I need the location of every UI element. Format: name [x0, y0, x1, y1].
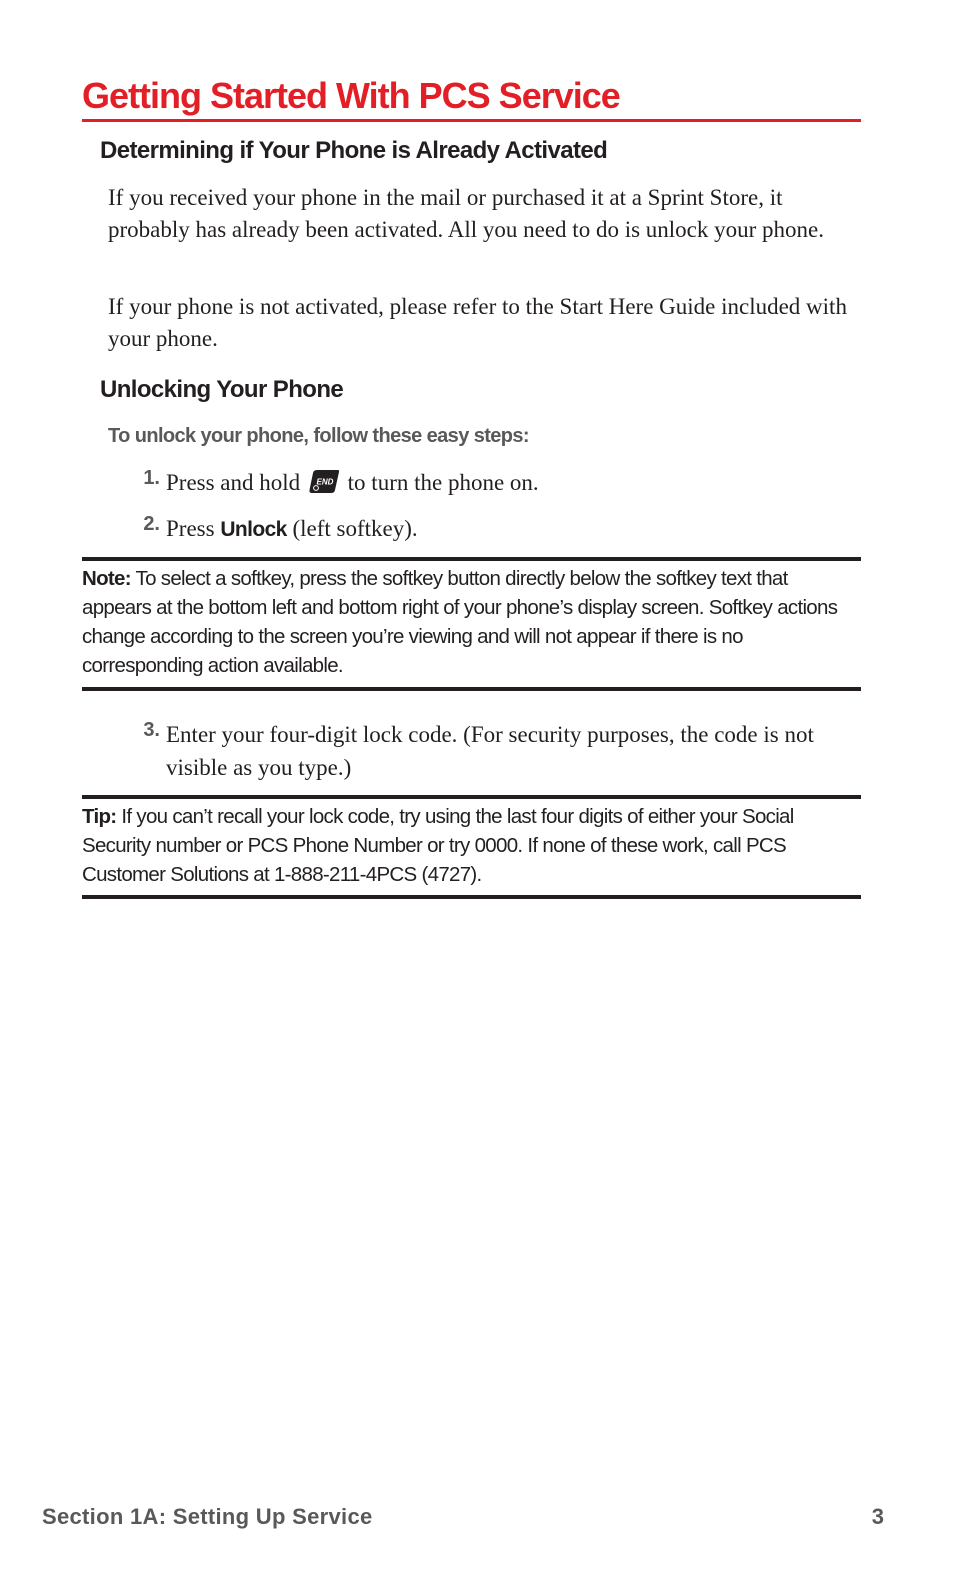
- end-key-icon: [308, 469, 340, 495]
- page-title: Getting Started With PCS Service: [82, 75, 620, 116]
- unlock-softkey-label: Unlock: [220, 518, 287, 541]
- tip-top-rule: [82, 795, 861, 799]
- step-text: [166, 466, 846, 499]
- note-bottom-rule: [82, 687, 861, 691]
- note-text: To select a softkey, press the softkey button directly below the softkey text that appears at the bottom left and bottom right of your phone’s display screen. Softkey actions change according to the screen you’re viewing and will not appear if there is no corresponding action available.: [82, 567, 838, 677]
- note-top-rule: [82, 557, 861, 561]
- activation-heading: Determining if Your Phone is Already Activated: [100, 137, 608, 164]
- step-text-before: Press: [166, 516, 215, 541]
- step-number: 3.: [143, 719, 160, 741]
- activation-paragraph-1: If you received your phone in the mail or purchased it at a Sprint Store, it probably has already been activated. All you need to do is unlock your phone.: [108, 185, 824, 242]
- step-text-before: Press and hold: [166, 470, 301, 495]
- tip-bottom-rule: [82, 895, 861, 899]
- title-rule: [82, 119, 861, 122]
- end-key-label: END: [316, 477, 334, 487]
- step-text: Enter your four-digit lock code. (For security purposes, the code is not visible as you type.): [166, 722, 814, 780]
- step-number: 2.: [143, 513, 160, 535]
- activation-paragraph-2: If your phone is not activated, please refer to the Start Here Guide included with your phone.: [108, 294, 847, 351]
- step-text-after: (left softkey).: [292, 516, 418, 541]
- step-number: 1.: [143, 467, 160, 489]
- steps-lead-in: To unlock your phone, follow these easy steps:: [108, 425, 529, 447]
- note-label: Note:: [82, 567, 131, 590]
- unlocking-heading: Unlocking Your Phone: [100, 376, 344, 403]
- footer-section-title: Section 1A: Setting Up Service: [42, 1504, 373, 1529]
- step-text: [166, 512, 846, 546]
- step-text-after: to turn the phone on.: [347, 470, 539, 495]
- tip-text: If you can’t recall your lock code, try using the last four digits of either your Social Security number or PCS Phone Number or try 0000. If none of these work, call PCS Customer Solutions at 1-888-211-4PCS (4727).: [82, 805, 794, 886]
- tip-label: Tip:: [82, 805, 117, 828]
- tip-callout: [82, 802, 861, 889]
- note-callout: [82, 564, 861, 680]
- footer-page-number: 3: [871, 1504, 884, 1529]
